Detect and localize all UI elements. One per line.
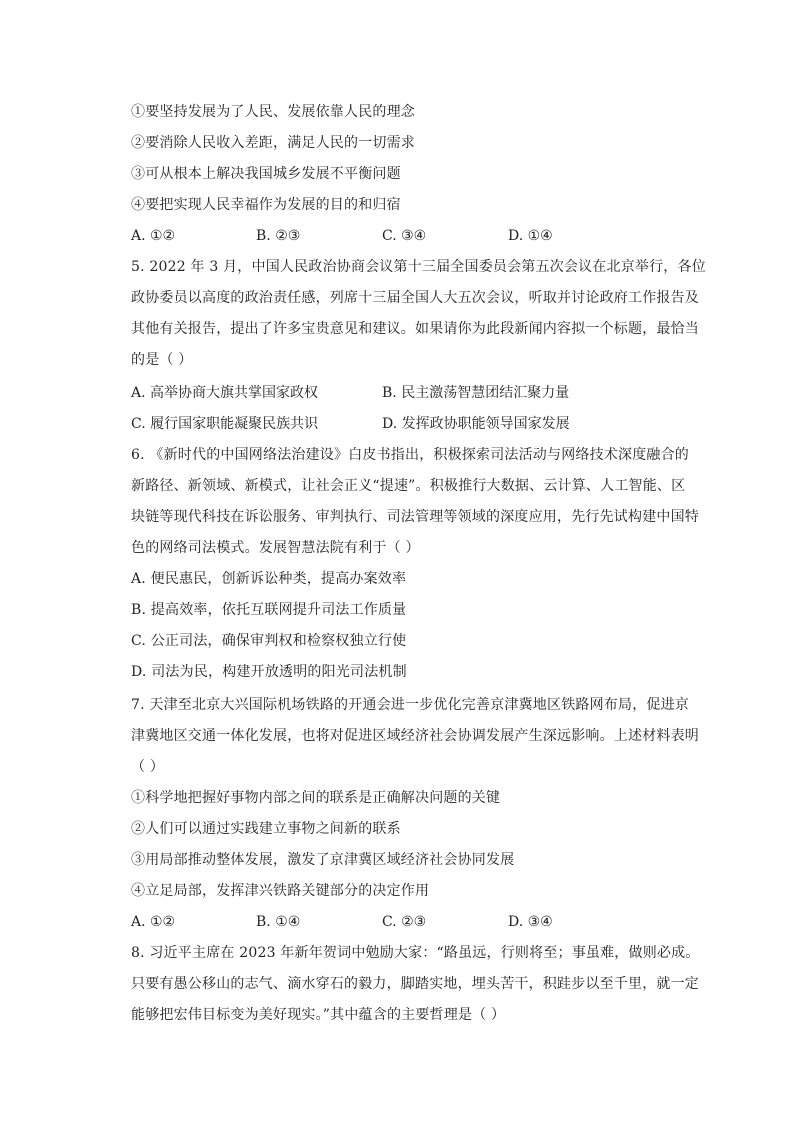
q6-option-a: A. 便民惠民，创新诉讼种类，提高办案效率 — [131, 571, 407, 587]
q7-stem-line-3: （ ） — [131, 759, 165, 775]
q7-option-b: B. ①④ — [256, 914, 301, 930]
q6-stem-line-4: 色的网络司法模式。发展智慧法院有利于（ ） — [131, 540, 420, 556]
q8-stem-line-2: 只要有愚公移山的志气、滴水穿石的毅力，脚踏实地，埋头苦干，积跬步以至千里，就一定 — [131, 976, 699, 992]
q6-stem-line-2: 新路径、新领域、新模式，让社会正义“提速”。积极推行大数据、云计算、人工智能、区 — [131, 478, 686, 494]
q7-statement-1: ①科学地把握好事物内部之间的联系是正确解决问题的关键 — [131, 790, 501, 806]
q7-statement-4: ④立足局部，发挥津兴铁路关键部分的决定作用 — [131, 883, 430, 899]
q5-option-d: D. 发挥政协职能领导国家发展 — [382, 416, 570, 432]
q6-option-d: D. 司法为民，构建开放透明的阳光司法机制 — [131, 664, 407, 680]
q6-option-b: B. 提高效率，依托互联网提升司法工作质量 — [131, 602, 407, 618]
q4-statement-1: ①要坚持发展为了人民、发展依靠人民的理念 — [131, 104, 415, 120]
q5-stem-line-3: 其他有关报告，提出了许多宝贵意见和建议。如果请你为此段新闻内容拟一个标题，最恰当 — [131, 321, 699, 337]
q4-statement-4: ④要把实现人民幸福作为发展的目的和归宿 — [131, 197, 401, 213]
q5-option-b: B. 民主激荡智慧团结汇聚力量 — [382, 385, 570, 401]
q4-option-c: C. ③④ — [382, 228, 427, 244]
q4-option-d: D. ①④ — [508, 228, 553, 244]
q6-stem-line-1: 6. 《新时代的中国网络法治建设》白皮书指出，积极探索司法活动与网络技术深度融合的 — [131, 447, 690, 463]
q4-option-a: A. ①② — [131, 228, 176, 244]
q4-statement-3: ③可从根本上解决我国城乡发展不平衡问题 — [131, 166, 401, 182]
q5-stem-line-1: 5. 2022 年 3 月，中国人民政治协商会议第十三届全国委员会第五次会议在北京举行，各位 — [131, 259, 706, 275]
q6-option-c: C. 公正司法，确保审判权和检察权独立行使 — [131, 633, 407, 649]
q8-stem-line-1: 8. 习近平主席在 2023 年新年贺词中勉励大家：“路虽远，行则将至；事虽难，做则必成。 — [131, 945, 700, 961]
q5-stem-line-4: 的是（ ） — [131, 352, 193, 368]
q5-option-a: A. 高举协商大旗共掌国家政权 — [131, 385, 319, 401]
q8-stem-line-3: 能够把宏伟目标变为美好现实。”其中蕴含的主要哲理是（ ） — [131, 1007, 506, 1023]
q5-option-c: C. 履行国家职能凝聚民族共识 — [131, 416, 319, 432]
q4-statement-2: ②要消除人民收入差距，满足人民的一切需求 — [131, 135, 415, 151]
q5-stem-line-2: 政协委员以高度的政治责任感，列席十三届全国人大五次会议，听取并讨论政府工作报告及 — [131, 290, 699, 306]
q7-option-d: D. ③④ — [508, 914, 553, 930]
q4-option-b: B. ②③ — [256, 228, 301, 244]
q7-stem-line-1: 7. 天津至北京大兴国际机场铁路的开通会进一步优化完善京津冀地区铁路网布局，促进京 — [131, 697, 690, 713]
q7-stem-line-2: 津冀地区交通一体化发展，也将对促进区域经济社会协调发展产生深远影响。上述材料表明 — [131, 728, 699, 744]
q7-option-c: C. ②③ — [382, 914, 427, 930]
q7-option-a: A. ①② — [131, 914, 176, 930]
q7-statement-2: ②人们可以通过实践建立事物之间新的联系 — [131, 821, 401, 837]
q7-statement-3: ③用局部推动整体发展，激发了京津冀区域经济社会协同发展 — [131, 852, 515, 868]
q6-stem-line-3: 块链等现代科技在诉讼服务、审判执行、司法管理等领域的深度应用，先行先试构建中国特 — [131, 509, 699, 525]
